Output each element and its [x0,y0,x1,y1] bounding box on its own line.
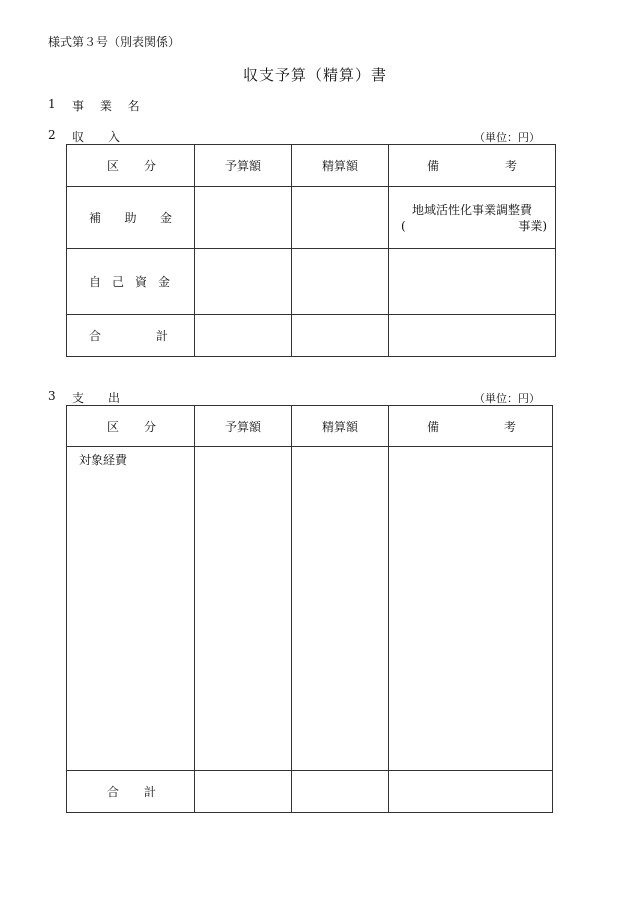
form-number: 様式第３号（別表関係） [48,35,181,49]
income-header-row [67,145,556,187]
section-1-label: 事 業 名 [72,99,146,113]
expense-budget-total[interactable] [195,771,292,813]
expense-table [66,405,553,813]
income-budget-total[interactable] [195,315,292,357]
income-row-own-funds [67,249,556,315]
expense-settlement-total[interactable] [292,771,389,813]
category-char: 金 [157,275,170,289]
expense-settlement-target-costs[interactable] [292,447,389,771]
category-char: 合 [107,785,120,799]
income-header-budget: 予算額 [195,145,292,187]
header-char: 区 [107,159,120,173]
category-char: 合 [89,329,102,343]
expense-remarks-total[interactable] [389,771,553,813]
section-2-number: 2 [48,128,56,142]
header-char: 考 [503,419,516,434]
header-char: 考 [504,159,517,173]
expense-header-category [67,406,195,447]
expense-remarks-target-costs[interactable] [389,447,553,771]
income-remarks-subsidy[interactable] [389,187,556,249]
category-char: 計 [155,329,168,343]
expense-category-target-costs: 対象経費 [67,447,195,771]
header-char: 備 [427,159,440,173]
expense-header-budget: 予算額 [195,406,292,447]
income-header-category [67,145,195,187]
expense-unit-label: （単位：円） [474,392,540,405]
income-row-total [67,315,556,357]
income-settlement-total[interactable] [292,315,389,357]
income-budget-own-funds[interactable] [195,249,292,315]
remarks-program-name: 地域活性化事業調整費 [411,202,532,217]
header-char: 分 [143,159,156,173]
income-category-own-funds [67,249,195,315]
header-char: 区 [107,419,120,434]
income-remarks-total[interactable] [389,315,556,357]
category-char: 自 [89,275,102,289]
income-table [66,144,556,357]
income-category-subsidy [67,187,195,249]
category-char: 補 [89,211,102,225]
category-char: 己 [111,275,124,289]
category-char: 資 [134,275,147,289]
income-settlement-own-funds[interactable] [292,249,389,315]
income-header-settlement: 精算額 [292,145,389,187]
income-category-total [67,315,195,357]
expense-row-total [67,771,553,813]
expense-category-total [67,771,195,813]
expense-budget-target-costs[interactable] [195,447,292,771]
expense-row-target-costs [67,447,553,771]
income-header-remarks [389,145,556,187]
header-char: 備 [427,419,440,434]
income-unit-label: （単位：円） [474,131,540,144]
category-char: 助 [124,211,137,225]
income-settlement-subsidy[interactable] [292,187,389,249]
expense-header-remarks [389,406,553,447]
category-char: 金 [159,211,172,225]
income-remarks-own-funds[interactable] [389,249,556,315]
category-char: 計 [143,785,156,799]
remarks-close-text: 事業) [518,218,547,233]
income-budget-subsidy[interactable] [195,187,292,249]
income-row-subsidy [67,187,556,249]
section-2-label: 収 入 [72,130,121,144]
header-char: 分 [143,419,156,434]
expense-header-settlement: 精算額 [292,406,389,447]
section-1-number: 1 [48,97,56,111]
section-3-label: 支 出 [72,391,121,405]
section-3-number: 3 [48,389,56,403]
document-title: 収支予算（精算）書 [242,66,387,84]
remarks-open-paren: ( [401,218,406,233]
expense-header-row [67,406,553,447]
